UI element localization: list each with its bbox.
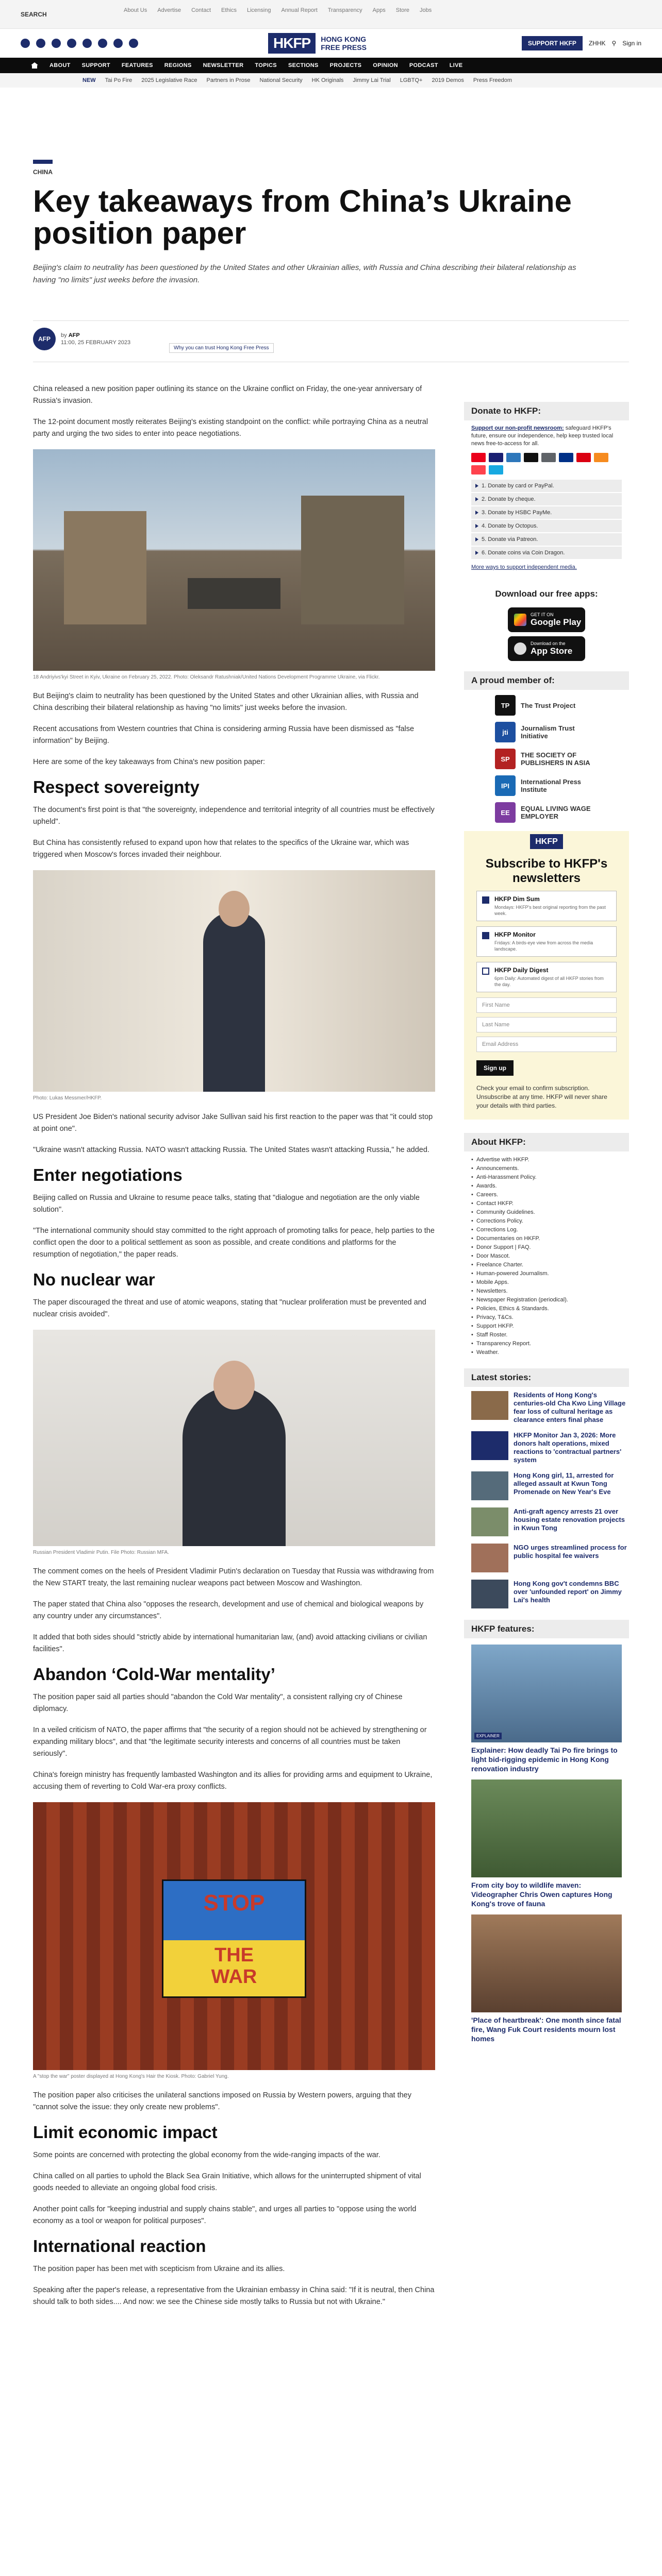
story-title[interactable]: Anti-graft agency arrests 21 over housing estate renovation projects in Kwun Tong <box>514 1507 625 1532</box>
about-link[interactable]: • Newspaper Registration (periodical). <box>471 1296 622 1304</box>
paragraph: The paper discouraged the threat and use of atomic weapons, stating that "nuclear proliferation must be prevented and nuclear crisis avoided". <box>33 1298 426 1318</box>
paragraph: China released a new position paper outlining its stance on the Ukraine conflict on Friday, the one-year anniversary of Russia's invasion. <box>33 385 422 405</box>
utility-link[interactable]: Ethics <box>221 7 237 13</box>
ticker-item[interactable]: National Security <box>259 77 303 83</box>
about-link[interactable]: • Anti-Harassment Policy. <box>471 1173 622 1182</box>
member-heading: A proud member of: <box>464 671 629 690</box>
newsletter-note: Check your email to confirm subscription. Unsubscribe at any time. HKFP will never share your details with third parties. <box>476 1084 607 1109</box>
logo-text: HONG KONG FREE PRESS <box>321 35 367 52</box>
newsletter-desc: 6pm Daily: Automated digest of all HKFP stories from the day. <box>494 976 604 987</box>
x-icon[interactable] <box>36 39 45 48</box>
language-switch[interactable]: ZHHK <box>588 40 606 47</box>
patreon-icon <box>471 465 486 474</box>
app-store-button[interactable]: Download on the App Store <box>508 636 585 661</box>
arrow-icon <box>475 484 478 488</box>
member-item[interactable] <box>495 748 629 770</box>
story-title[interactable]: Hong Kong girl, 11, arrested for alleged assault at Kwun Tong Promenade on New Year's Eve <box>514 1471 614 1496</box>
donate-option[interactable] <box>471 520 622 533</box>
donate-option-label: 2. Donate by cheque. <box>482 496 536 502</box>
linkedin-icon[interactable] <box>82 39 92 48</box>
about-link[interactable]: • Door Mascot. <box>471 1252 622 1261</box>
newsletter-name: HKFP Daily Digest <box>494 967 549 974</box>
about-link[interactable]: • Awards. <box>471 1182 622 1191</box>
paragraph: US President Joe Biden's national security advisor Jake Sullivan said his first reaction to the paper was that "it could stop at point one". <box>33 1113 433 1133</box>
checkbox-icon[interactable] <box>482 968 489 975</box>
nav-item[interactable]: LIVE <box>449 62 463 69</box>
about-link[interactable]: • Corrections Log. <box>471 1226 622 1234</box>
nav-item[interactable]: SUPPORT <box>81 62 110 69</box>
email-field[interactable]: Email Address <box>476 1037 617 1052</box>
about-link[interactable]: • Policies, Ethics & Standards. <box>471 1304 622 1313</box>
paragraph: But China has consistently refused to expand upon how that relates to the specifics of the Ukraine war, which was triggered when Moscow's forces invaded their neighbour. <box>33 839 409 859</box>
feature-image <box>471 1914 622 2012</box>
donate-option[interactable] <box>471 506 622 520</box>
member-name: THE SOCIETY OF PUBLISHERS IN ASIA <box>521 751 590 767</box>
fps-icon <box>489 465 503 474</box>
press-conference-photo <box>33 870 435 1092</box>
top-utility-bar <box>0 0 662 29</box>
latest-story[interactable] <box>471 1507 629 1536</box>
donate-option[interactable] <box>471 533 622 547</box>
subheading: Enter negotiations <box>33 1165 183 1184</box>
paragraph: China called on all parties to uphold the Black Sea Grain Initiative, which allows for the uninterrupted shipment of vital goods needed to alleviate an ongoing global food crisis. <box>33 2172 421 2192</box>
story-thumbnail <box>471 1431 508 1460</box>
about-link[interactable]: • Support HKFP. <box>471 1322 622 1331</box>
poster: STOP THE WAR <box>162 1879 306 1998</box>
apple-icon <box>514 642 526 655</box>
ticker-item[interactable]: 2019 Demos <box>432 77 464 83</box>
arrow-icon <box>475 497 478 501</box>
rss-icon[interactable] <box>113 39 123 48</box>
paragraph: Recent accusations from Western countries that China is considering arming Russia have been dismissed as "false information" by Beijing. <box>33 725 415 745</box>
newsletter-name: HKFP Dim Sum <box>494 895 540 903</box>
about-link[interactable]: • Contact HKFP. <box>471 1199 622 1208</box>
photo-caption: Russian President Vladimir Putin. File Photo: Russian MFA. <box>33 1550 169 1555</box>
utility-link[interactable]: Jobs <box>420 7 432 13</box>
nav-item[interactable]: OPINION <box>373 62 398 69</box>
donate-heading: Donate to HKFP: <box>464 402 629 420</box>
apps-heading: Download our free apps: <box>495 589 598 599</box>
paragraph: Speaking after the paper's release, a representative from the Ukrainian embassy in China said: "If it is neutral, then China should talk to both sides.... And now: we see the Chinese side mostly talks to Russia but not with Ukraine." <box>33 2286 435 2306</box>
search-link[interactable]: SEARCH <box>21 10 47 18</box>
support-more-link[interactable]: More ways to support independent media. <box>471 564 577 570</box>
paragraph: China's foreign ministry has frequently lambasted Washington and its allies for providing arms and equipment to Ukraine, accusing them of reverting to Cold War-era proxy conflicts. <box>33 1771 433 1791</box>
feature-image <box>471 1780 622 1877</box>
latest-story[interactable] <box>471 1391 629 1424</box>
member-logo: jti <box>495 722 516 742</box>
utility-link[interactable]: Contact <box>191 7 211 13</box>
feature-story[interactable] <box>471 1914 622 2043</box>
utility-link[interactable]: Apps <box>372 7 386 13</box>
arrow-icon <box>475 511 478 515</box>
story-title[interactable]: Hong Kong gov't condemns BBC over 'unfounded report' on Jimmy Lai's health <box>514 1580 622 1604</box>
feature-story[interactable] <box>471 1645 622 1773</box>
mastercard-icon <box>471 453 486 462</box>
newsletter-options <box>476 891 617 992</box>
feature-story[interactable] <box>471 1780 622 1908</box>
utility-link[interactable]: Transparency <box>327 7 362 13</box>
ticker-item[interactable]: Press Freedom <box>473 77 512 83</box>
ticker-item[interactable]: LGBTQ+ <box>400 77 423 83</box>
donate-option[interactable] <box>471 493 622 506</box>
latest-story[interactable] <box>471 1580 629 1608</box>
google-play-icon <box>514 614 526 626</box>
first-name-field[interactable]: First Name <box>476 997 617 1013</box>
search-icon[interactable]: ⚲ <box>611 40 617 47</box>
newsletter-option[interactable] <box>476 962 617 992</box>
visa-icon <box>489 453 503 462</box>
googlepay-icon <box>541 453 556 462</box>
about-link[interactable]: • Documentaries on HKFP. <box>471 1234 622 1243</box>
ticker-item[interactable]: Jimmy Lai Trial <box>353 77 391 83</box>
paragraph: Another point calls for "keeping industrial and supply chains stable", and urges all parties to "oppose using the world economy as a tool or weapon for political purposes". <box>33 2205 417 2225</box>
donate-option[interactable] <box>471 480 622 493</box>
social-icons <box>21 39 138 48</box>
about-link[interactable]: • Donor Support | FAQ. <box>471 1243 622 1252</box>
donate-option[interactable] <box>471 547 622 560</box>
ticker-item[interactable]: HK Originals <box>311 77 344 83</box>
paragraph: Some points are concerned with protecting the global economy from the wide-ranging impacts of the war. <box>33 2151 380 2159</box>
paragraph: The position paper also criticises the unilateral sanctions imposed on Russia by Western powers, arguing that they "cannot solve the issue: they only create new problems". <box>33 2091 411 2111</box>
latest-story[interactable] <box>471 1431 629 1464</box>
paragraph: In a veiled criticism of NATO, the paper affirms that "the security of a region should not be achieved by strengthening or expanding military blocs", and that "the legitimate security interests and concerns of all countries must be taken seriously". <box>33 1726 427 1758</box>
amex-icon <box>506 453 521 462</box>
subheading: Respect sovereignty <box>33 777 200 796</box>
donate-option-label: 5. Donate via Patreon. <box>482 536 538 543</box>
paragraph: The comment comes on the heels of President Vladimir Putin's declaration on Tuesday that Russia was withdrawing from the New START treaty, the last remaining nuclear weapons pact between Moscow and Washington. <box>33 1567 434 1587</box>
divider <box>33 320 629 321</box>
feature-title[interactable]: From city boy to wildlife maven: Videographer Chris Owen captures Hong Kong's trove of fauna <box>471 1881 613 1908</box>
photo-caption: 18 Andriyivs'kyi Street in Kyiv, Ukraine on February 25, 2022. Photo: Oleksandr Ratushniak/United Nations Development Programme Ukraine, via Flickr. <box>33 674 380 680</box>
paragraph: The document's first point is that "the sovereignty, independence and territorial integrity of all countries must be effectively upheld". <box>33 806 435 826</box>
utility-link[interactable]: Store <box>395 7 410 13</box>
newsletter-option[interactable] <box>476 926 617 957</box>
member-logos <box>464 694 629 824</box>
member-logo: EE <box>495 802 516 823</box>
paragraph: The position paper has been met with scepticism from Ukraine and its allies. <box>33 2265 285 2273</box>
features-heading: HKFP features: <box>464 1620 629 1638</box>
donate-option-label: 4. Donate by Octopus. <box>482 523 538 529</box>
feature-stories <box>464 1645 629 2043</box>
subheading: International reaction <box>33 2236 206 2256</box>
byline <box>33 328 130 350</box>
stop-the-war-poster-photo <box>33 1802 435 2070</box>
about-link[interactable]: • Transparency Report. <box>471 1340 622 1348</box>
threads-icon[interactable] <box>129 39 138 48</box>
about-link[interactable]: • Human-powered Journalism. <box>471 1269 622 1278</box>
nav-item[interactable]: PROJECTS <box>329 62 362 69</box>
author-name[interactable]: AFP <box>68 332 80 338</box>
utility-link[interactable]: Annual Report <box>281 7 318 13</box>
facebook-icon[interactable] <box>21 39 30 48</box>
about-heading: About HKFP: <box>464 1133 629 1151</box>
paragraph: But Beijing's claim to neutrality has been questioned by the United States and other Ukrainian allies, with Russia and China describing their bilateral relationship as having "no limits" just weeks before the invasion. <box>33 692 419 712</box>
youtube-icon[interactable] <box>67 39 76 48</box>
google-play-button[interactable]: GET IT ON Google Play <box>508 607 585 632</box>
putin-photo <box>33 1330 435 1546</box>
article-body <box>33 383 435 2317</box>
donate-option-label: 6. Donate coins via Coin Dragon. <box>482 550 565 556</box>
brand-row <box>0 29 662 58</box>
article-dek: Beijing's claim to neutrality has been questioned by the United States and other Ukrainian allies, with Russia and China describing their bilateral relationship as having "no limits" just weeks before the invasion. <box>33 263 576 284</box>
octopus-icon <box>594 453 608 462</box>
donate-text: Support our non-profit newsroom: safeguard HKFP's future, ensure our independence, help keep trusted local news free-to-access for all. <box>471 425 614 447</box>
byline-text: by AFP 11:00, 25 FEBRUARY 2023 <box>61 332 131 346</box>
newsletter-box <box>464 831 629 1120</box>
member-logo: IPI <box>495 775 516 796</box>
about-link[interactable]: • Advertise with HKFP. <box>471 1156 622 1164</box>
subheading: Abandon ‘Cold-War mentality’ <box>33 1665 275 1684</box>
author-avatar: AFP <box>33 328 56 350</box>
payme-icon <box>576 453 591 462</box>
nav-item[interactable]: PODCAST <box>409 62 438 69</box>
paragraph: The paper stated that China also "opposes the research, development and use of chemical and biological weapons by any country under any circumstances". <box>33 1600 424 1620</box>
telegram-icon[interactable] <box>98 39 107 48</box>
newsletter-title: Subscribe to HKFP's newsletters <box>485 857 608 885</box>
arrow-icon <box>475 551 478 555</box>
paragraph: "The international community should stay committed to the right approach of promoting talks for peace, help parties to the conflict open the door to a political settlement as soon as possible, and create conditions and platforms for the resumption of negotiation," the paper reads. <box>33 1227 435 1259</box>
paragraph: "Ukraine wasn't attacking Russia. NATO wasn't attacking Russia. The United States wasn't attacking Russia," he added. <box>33 1146 429 1154</box>
publish-date: 11:00, 25 FEBRUARY 2023 <box>61 340 131 346</box>
trust-link[interactable]: Why you can trust Hong Kong Free Press <box>169 343 274 353</box>
story-thumbnail <box>471 1580 508 1608</box>
main-nav <box>0 58 662 73</box>
member-item[interactable] <box>495 801 629 824</box>
section-accent <box>33 160 53 164</box>
about-link[interactable]: • Announcements. <box>471 1164 622 1173</box>
story-title[interactable]: Residents of Hong Kong's centuries-old Cha Kwo Ling Village fear loss of cultural heritage as clearance enters final phase <box>514 1391 626 1423</box>
donate-option-label: 3. Donate by HSBC PayMe. <box>482 510 552 516</box>
ticker-bar <box>0 73 662 88</box>
story-title[interactable]: HKFP Monitor Jan 3, 2026: More donors halt operations, mixed reactions to 'contractual partners' system <box>514 1431 622 1464</box>
ticker-item[interactable]: 2025 Legislative Race <box>141 77 197 83</box>
story-thumbnail <box>471 1471 508 1500</box>
latest-heading: Latest stories: <box>464 1368 629 1387</box>
newsletter-desc: Fridays: A birds-eye view from across the media landscape. <box>494 940 593 952</box>
about-link[interactable]: • Community Guidelines. <box>471 1208 622 1217</box>
ticker-new-label: NEW <box>82 77 96 83</box>
paragraph: The 12-point document mostly reiterates Beijing's existing standpoint on the conflict: while portraying China as a neutral party and urging the two sides to enter into peace negotiations. <box>33 418 428 438</box>
latest-story[interactable] <box>471 1471 629 1500</box>
about-link[interactable]: • Weather. <box>471 1348 622 1357</box>
nav-item[interactable]: FEATURES <box>121 62 153 69</box>
about-list <box>464 1156 629 1357</box>
logo-mark: HKFP <box>268 33 316 54</box>
paragraph: Beijing called on Russia and Ukraine to resume peace talks, stating that "dialogue and negotiation are the only viable solution". <box>33 1194 420 1214</box>
latest-stories <box>464 1391 629 1608</box>
utility-link[interactable]: About Us <box>124 7 147 13</box>
about-link[interactable]: • Freelance Charter. <box>471 1261 622 1269</box>
last-name-field[interactable]: Last Name <box>476 1017 617 1032</box>
utility-link[interactable]: Advertise <box>157 7 181 13</box>
donate-option-label: 1. Donate by card or PayPal. <box>482 483 554 489</box>
about-link[interactable]: • Corrections Policy. <box>471 1217 622 1226</box>
ticker-item[interactable]: Tai Po Fire <box>105 77 133 83</box>
support-button[interactable]: SUPPORT HKFP <box>522 36 583 50</box>
section-tag[interactable]: CHINA <box>33 168 53 176</box>
subheading: No nuclear war <box>33 1270 155 1289</box>
paypal-icon <box>559 453 573 462</box>
signup-button[interactable]: Sign up <box>476 1060 514 1076</box>
nav-item[interactable]: REGIONS <box>164 62 192 69</box>
about-link[interactable]: • Staff Roster. <box>471 1331 622 1340</box>
article-title: Key takeaways from China’s Ukraine position paper <box>33 184 572 250</box>
newsletter-desc: Mondays: HKFP's best original reporting from the past week. <box>494 905 606 916</box>
about-link[interactable]: • Privacy, T&Cs. <box>471 1313 622 1322</box>
photo-caption: Photo: Lukas Messmer/HKFP. <box>33 1095 102 1101</box>
arrow-icon <box>475 537 478 541</box>
story-title[interactable]: NGO urges streamlined process for public hospital fee waivers <box>514 1544 627 1560</box>
member-name: International Press Institute <box>521 778 582 793</box>
story-thumbnail <box>471 1544 508 1572</box>
home-icon[interactable] <box>31 62 38 69</box>
checkbox-icon[interactable] <box>482 932 489 939</box>
newsletter-logo: HKFP <box>476 837 617 846</box>
nav-item[interactable]: NEWSLETTER <box>203 62 244 69</box>
latest-story[interactable] <box>471 1544 629 1572</box>
arrow-icon <box>475 524 478 528</box>
member-name: The Trust Project <box>521 701 576 709</box>
about-link[interactable]: • Careers. <box>471 1191 622 1199</box>
donate-list <box>471 480 622 560</box>
signin-link[interactable]: Sign in <box>622 40 641 47</box>
instagram-icon[interactable] <box>52 39 61 48</box>
about-link[interactable]: • Mobile Apps. <box>471 1278 622 1287</box>
subheading: Limit economic impact <box>33 2123 218 2142</box>
utility-link[interactable]: Licensing <box>247 7 271 13</box>
checkbox-icon[interactable] <box>482 896 489 904</box>
utility-links <box>124 7 432 13</box>
member-name: Journalism Trust Initiative <box>521 724 575 740</box>
member-name: EQUAL LIVING WAGE EMPLOYER <box>521 805 591 820</box>
newsletter-name: HKFP Monitor <box>494 931 536 938</box>
feature-title[interactable]: Explainer: How deadly Tai Po fire brings to light bid-rigging epidemic in Hong Kong renovation industry <box>471 1746 618 1773</box>
nav-item[interactable]: TOPICS <box>255 62 277 69</box>
story-thumbnail <box>471 1391 508 1420</box>
photo-caption: A "stop the war" poster displayed at Hong Kong's Hair the Kiosk. Photo: Gabriel Yung. <box>33 2074 229 2079</box>
paragraph: Here are some of the key takeaways from China's new position paper: <box>33 758 266 766</box>
kyiv-street-photo <box>33 449 435 671</box>
feature-title[interactable]: 'Place of heartbreak': One month since fatal fire, Wang Fuk Court residents mourn lost homes <box>471 2016 621 2043</box>
explainer-badge: EXPLAINER <box>474 1733 502 1739</box>
feature-image <box>471 1645 622 1742</box>
payment-cards <box>464 448 629 480</box>
ticker-item[interactable]: Partners in Prose <box>206 77 251 83</box>
member-logo: SP <box>495 749 516 769</box>
member-item[interactable] <box>495 694 629 717</box>
story-thumbnail <box>471 1507 508 1536</box>
site-logo[interactable] <box>268 33 367 54</box>
nav-item[interactable]: SECTIONS <box>288 62 319 69</box>
nav-item[interactable]: ABOUT <box>49 62 71 69</box>
paragraph: The position paper said all parties should "abandon the Cold War mentality", a consistent rallying cry of Chinese diplomacy. <box>33 1693 403 1713</box>
member-logo: TP <box>495 695 516 716</box>
applepay-icon <box>524 453 538 462</box>
member-item[interactable] <box>495 774 629 797</box>
newsletter-option[interactable] <box>476 891 617 921</box>
paragraph: It added that both sides should "strictly abide by international humanitarian law, (and) avoid attacking civilians or civilian facilities". <box>33 1633 427 1653</box>
member-item[interactable] <box>495 721 629 743</box>
about-link[interactable]: • Newsletters. <box>471 1287 622 1296</box>
sidebar <box>464 402 629 2049</box>
